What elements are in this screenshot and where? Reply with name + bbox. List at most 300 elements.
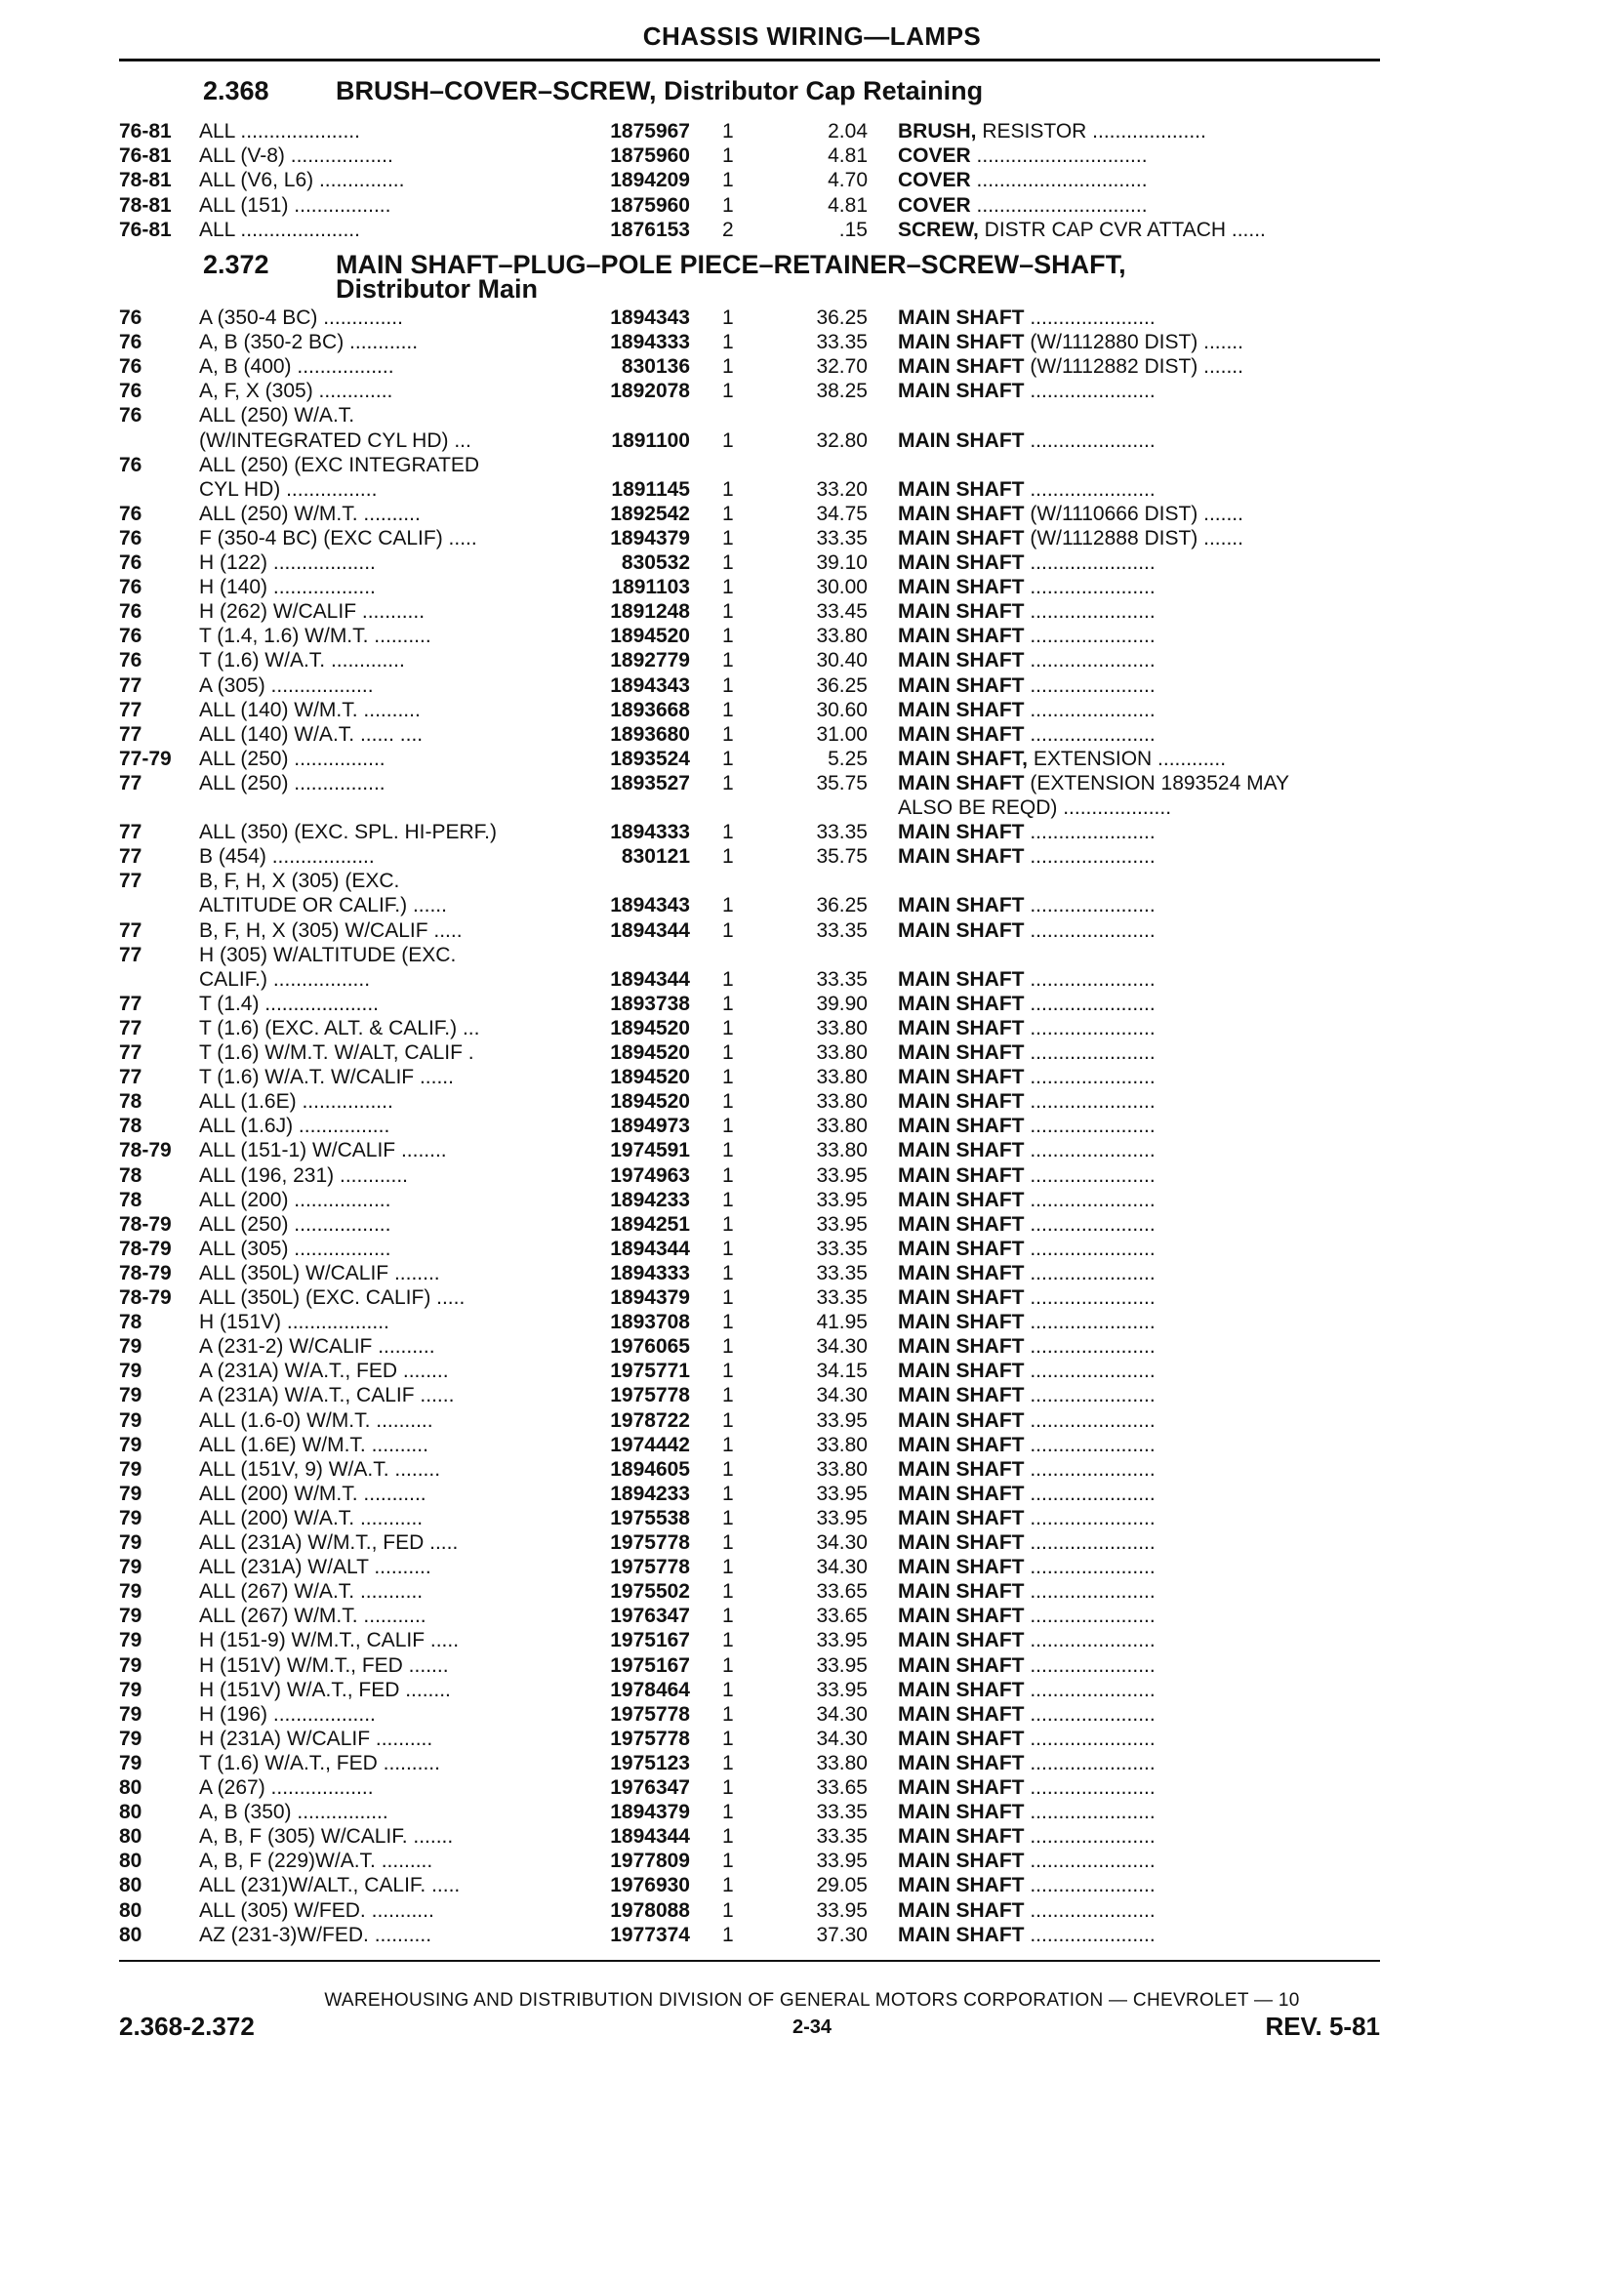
part-number: 1894333 — [610, 331, 690, 354]
list-item — [0, 820, 1624, 845]
list-item — [0, 119, 1624, 144]
model-year: 76-81 — [119, 218, 172, 241]
model-year: 79 — [119, 1629, 142, 1652]
price: 34.30 — [816, 1702, 868, 1726]
part-name-primary: MAIN SHAFT — [898, 1457, 1025, 1481]
list-item — [0, 1506, 1624, 1531]
part-name — [898, 218, 1380, 243]
application-desc: ALL (231A) W/ALT .......... — [199, 1556, 431, 1579]
part-name — [898, 330, 1380, 355]
part-name-detail: ALSO BE REQD) ................... — [898, 796, 1172, 819]
part-name — [898, 1530, 1380, 1556]
part-name-detail: DISTR CAP CVR ATTACH ...... — [978, 218, 1266, 241]
list-item — [0, 918, 1624, 944]
part-name — [898, 1873, 1380, 1898]
quantity: 1 — [722, 771, 734, 794]
part-name-primary: MAIN SHAFT — [898, 1408, 1025, 1432]
price: 2.04 — [828, 120, 868, 142]
part-name-detail: ...................... — [1024, 1286, 1156, 1309]
part-name-detail: RESISTOR .................... — [976, 120, 1206, 142]
part-name-detail: ...................... — [1024, 1016, 1156, 1039]
part-number: 1975167 — [610, 1629, 690, 1652]
price: 33.80 — [816, 1139, 868, 1162]
part-number: 1892078 — [610, 380, 690, 403]
part-name — [898, 624, 1380, 649]
part-name-detail: ...................... — [1024, 1066, 1156, 1089]
application-desc: ALL (350L) W/CALIF ........ — [199, 1261, 440, 1284]
part-name-detail: ...................... — [1024, 918, 1156, 942]
model-year: 79 — [119, 1531, 142, 1554]
part-number: 1976065 — [610, 1335, 690, 1359]
application-desc: ALL (200) ................. — [199, 1188, 391, 1211]
price: 33.95 — [816, 1163, 868, 1187]
part-name-primary: MAIN SHAFT — [898, 1360, 1025, 1383]
part-number: 1893680 — [610, 722, 690, 746]
list-item — [0, 1065, 1624, 1090]
quantity: 1 — [722, 1923, 734, 1946]
part-name-primary: MAIN SHAFT — [898, 1751, 1025, 1774]
part-name-detail: ...................... — [1024, 673, 1156, 697]
quantity: 1 — [722, 428, 734, 452]
model-year: 78-79 — [119, 1139, 172, 1162]
part-number: 1894520 — [610, 1041, 690, 1064]
price: 33.35 — [816, 526, 868, 550]
part-number: 1893708 — [610, 1311, 690, 1334]
list-item — [0, 1751, 1624, 1776]
price: 33.95 — [816, 1188, 868, 1211]
part-name-primary: MAIN SHAFT — [898, 1556, 1025, 1579]
price: 34.30 — [816, 1556, 868, 1579]
quantity: 1 — [722, 380, 734, 403]
list-item — [0, 1188, 1624, 1213]
list-item — [0, 453, 1624, 478]
part-name-primary: MAIN SHAFT — [898, 526, 1025, 550]
part-number: 1894520 — [610, 1066, 690, 1089]
part-name-detail: ...................... — [1024, 1408, 1156, 1432]
model-year: 79 — [119, 1506, 142, 1529]
model-year: 80 — [119, 1923, 142, 1946]
part-name-detail: ...................... — [1024, 576, 1156, 599]
part-number: 1894343 — [610, 894, 690, 917]
list-item — [0, 698, 1624, 723]
part-name-detail: ...................... — [1024, 1384, 1156, 1407]
model-year: 78 — [119, 1163, 142, 1187]
quantity: 1 — [722, 992, 734, 1015]
price: 33.80 — [816, 1457, 868, 1481]
part-number: 1976930 — [610, 1874, 690, 1897]
application-desc: A (231-2) W/CALIF .......... — [199, 1335, 435, 1359]
part-name — [898, 747, 1380, 772]
part-name — [898, 1138, 1380, 1163]
part-name-primary: MAIN SHAFT — [898, 1041, 1025, 1064]
application-desc: A, F, X (305) ............. — [199, 380, 393, 403]
part-name-detail: ...................... — [1024, 1678, 1156, 1701]
part-name-detail: ...................... — [1024, 1556, 1156, 1579]
list-item — [0, 1016, 1624, 1041]
list-item — [0, 305, 1624, 331]
price: 4.70 — [828, 169, 868, 192]
part-name — [898, 1310, 1380, 1335]
application-desc: ALL (305) ................. — [199, 1237, 391, 1260]
quantity: 1 — [722, 1311, 734, 1334]
part-name-primary: MAIN SHAFT — [898, 1923, 1025, 1946]
list-item — [0, 992, 1624, 1017]
quantity: 1 — [722, 1237, 734, 1260]
model-year: 77 — [119, 698, 142, 721]
quantity: 1 — [722, 355, 734, 379]
quantity: 1 — [722, 1041, 734, 1064]
part-number: 830532 — [621, 551, 690, 574]
list-item — [0, 1800, 1624, 1825]
part-name-detail: ...................... — [1024, 1825, 1156, 1849]
part-name — [898, 1727, 1380, 1752]
part-number: 1893527 — [610, 771, 690, 794]
part-name-primary: MAIN SHAFT — [898, 428, 1025, 452]
list-item — [0, 1849, 1624, 1874]
part-name — [898, 893, 1380, 918]
part-name-primary: MAIN SHAFT — [898, 1286, 1025, 1309]
price: 33.95 — [816, 1678, 868, 1701]
part-name — [898, 1237, 1380, 1262]
part-name-detail: ...................... — [1024, 845, 1156, 869]
list-item — [0, 550, 1624, 576]
price: 33.65 — [816, 1580, 868, 1604]
part-name — [898, 305, 1380, 331]
application-desc: ALTITUDE OR CALIF.) ...... — [199, 894, 447, 917]
part-name-detail: ...................... — [1024, 1482, 1156, 1505]
quantity: 1 — [722, 1384, 734, 1407]
model-year: 76 — [119, 649, 142, 672]
part-name-detail: ...................... — [1024, 1605, 1156, 1628]
part-name-detail: (W/1112882 DIST) ....... — [1024, 355, 1243, 379]
list-item — [0, 1898, 1624, 1924]
section-title: MAIN SHAFT–PLUG–POLE PIECE–RETAINER–SCREW–SHAFT, — [336, 250, 1126, 279]
model-year: 79 — [119, 1457, 142, 1481]
part-name — [898, 379, 1380, 404]
application-desc: T (1.6) W/A.T. ............. — [199, 649, 405, 672]
part-name — [898, 193, 1380, 219]
model-year: 76 — [119, 380, 142, 403]
price: 30.60 — [816, 698, 868, 721]
list-item — [0, 143, 1624, 169]
quantity: 1 — [722, 845, 734, 869]
part-name-detail: (EXTENSION 1893524 MAY — [1024, 771, 1290, 794]
list-item — [0, 379, 1624, 404]
price: 33.80 — [816, 625, 868, 648]
price: 5.25 — [828, 747, 868, 770]
part-number: 1978722 — [610, 1408, 690, 1432]
application-desc: H (151V) W/M.T., FED ....... — [199, 1653, 449, 1677]
part-name-detail: ...................... — [1024, 1702, 1156, 1726]
part-number: 1894333 — [610, 1261, 690, 1284]
price: 29.05 — [816, 1874, 868, 1897]
section-title: BRUSH–COVER–SCREW, Distributor Cap Retaining — [336, 76, 984, 105]
part-name-detail: .............................. — [970, 193, 1148, 217]
part-name — [898, 844, 1380, 870]
part-name-detail: ...................... — [1024, 1850, 1156, 1873]
part-name-detail: ...................... — [1024, 1776, 1156, 1799]
part-number: 1892542 — [610, 502, 690, 525]
model-year: 78-79 — [119, 1212, 172, 1236]
quantity: 1 — [722, 1090, 734, 1114]
part-name-primary: MAIN SHAFT — [898, 1850, 1025, 1873]
part-name — [898, 918, 1380, 944]
part-name-detail: ...................... — [1024, 625, 1156, 648]
list-item — [0, 1261, 1624, 1286]
quantity: 1 — [722, 1702, 734, 1726]
application-desc: ALL (250) W/M.T. .......... — [199, 502, 421, 525]
part-number: 1894379 — [610, 526, 690, 550]
part-name-detail: ...................... — [1024, 698, 1156, 721]
quantity: 1 — [722, 698, 734, 721]
quantity: 1 — [722, 1850, 734, 1873]
price: 33.35 — [816, 918, 868, 942]
model-year: 78-79 — [119, 1261, 172, 1284]
quantity: 1 — [722, 331, 734, 354]
part-name — [898, 1114, 1380, 1139]
part-name — [898, 477, 1380, 503]
quantity: 1 — [722, 625, 734, 648]
application-desc: H (151V) .................. — [199, 1311, 389, 1334]
part-number: 1978464 — [610, 1678, 690, 1701]
part-number: 1894379 — [610, 1286, 690, 1309]
quantity: 1 — [722, 1874, 734, 1897]
quantity: 1 — [722, 1212, 734, 1236]
part-name-detail: ...................... — [1024, 1163, 1156, 1187]
quantity: 1 — [722, 1457, 734, 1481]
application-desc: A, B (350-2 BC) ............ — [199, 331, 419, 354]
price: 38.25 — [816, 380, 868, 403]
part-name-detail: (W/1112880 DIST) ....... — [1024, 331, 1243, 354]
part-name-primary: MAIN SHAFT — [898, 1090, 1025, 1114]
part-number: 830136 — [621, 355, 690, 379]
price: 33.80 — [816, 1066, 868, 1089]
part-name-detail: ...................... — [1024, 992, 1156, 1015]
price: 37.30 — [816, 1923, 868, 1946]
quantity: 1 — [722, 1556, 734, 1579]
price: 33.80 — [816, 1016, 868, 1039]
quantity: 1 — [722, 1653, 734, 1677]
model-year: 79 — [119, 1727, 142, 1750]
part-name-primary: MAIN SHAFT — [898, 1212, 1025, 1236]
part-name-detail: ...................... — [1024, 551, 1156, 574]
part-number: 1894344 — [610, 1237, 690, 1260]
model-year: 76 — [119, 526, 142, 550]
list-item — [0, 1359, 1624, 1384]
model-year: 80 — [119, 1776, 142, 1799]
list-item — [0, 1579, 1624, 1605]
part-name-primary: MAIN SHAFT — [898, 1261, 1025, 1284]
list-item — [0, 1775, 1624, 1801]
part-name-detail: ...................... — [1024, 1457, 1156, 1481]
page-title: CHASSIS WIRING—LAMPS — [642, 21, 982, 51]
part-name — [898, 1065, 1380, 1090]
quantity: 1 — [722, 1115, 734, 1138]
part-name-primary: MAIN SHAFT — [898, 551, 1025, 574]
application-desc: B, F, H, X (305) W/CALIF ..... — [199, 918, 463, 942]
price: 33.95 — [816, 1482, 868, 1505]
part-name-primary: MAIN SHAFT — [898, 600, 1025, 624]
model-year: 76 — [119, 404, 142, 428]
application-desc: F (350-4 BC) (EXC CALIF) ..... — [199, 526, 477, 550]
quantity: 1 — [722, 1727, 734, 1750]
part-name-detail: ...................... — [1024, 722, 1156, 746]
part-name-primary: MAIN SHAFT — [898, 1506, 1025, 1529]
part-name-detail: .............................. — [970, 144, 1148, 168]
price: 33.35 — [816, 967, 868, 991]
price: 30.40 — [816, 649, 868, 672]
model-year: 76 — [119, 502, 142, 525]
price: 4.81 — [828, 144, 868, 168]
quantity: 1 — [722, 821, 734, 844]
application-desc: ALL (267) W/A.T. ........... — [199, 1580, 424, 1604]
part-name — [898, 967, 1380, 993]
part-name — [898, 1653, 1380, 1679]
list-item — [0, 218, 1624, 243]
part-name — [898, 1555, 1380, 1580]
part-name — [898, 1628, 1380, 1653]
model-year: 80 — [119, 1850, 142, 1873]
part-name-detail: ...................... — [1024, 1090, 1156, 1114]
part-name-primary: MAIN SHAFT — [898, 992, 1025, 1015]
price: 33.35 — [816, 1825, 868, 1849]
list-item — [0, 354, 1624, 380]
model-year: 78-79 — [119, 1237, 172, 1260]
part-name-primary: MAIN SHAFT — [898, 918, 1025, 942]
list-item — [0, 502, 1624, 527]
part-name-primary: MAIN SHAFT — [898, 1825, 1025, 1849]
model-year: 76 — [119, 625, 142, 648]
part-name — [898, 502, 1380, 527]
list-item — [0, 747, 1624, 772]
quantity: 1 — [722, 1335, 734, 1359]
part-number: 1893738 — [610, 992, 690, 1015]
model-year: 77 — [119, 821, 142, 844]
application-desc: A, B, F (305) W/CALIF. ....... — [199, 1825, 454, 1849]
application-desc: ALL (1.6-0) W/M.T. .......... — [199, 1408, 433, 1432]
list-item — [0, 1040, 1624, 1066]
quantity: 1 — [722, 1139, 734, 1162]
price: 34.30 — [816, 1384, 868, 1407]
model-year: 79 — [119, 1751, 142, 1774]
price: 33.95 — [816, 1212, 868, 1236]
part-name — [898, 771, 1380, 796]
quantity: 1 — [722, 1898, 734, 1922]
list-item — [0, 1604, 1624, 1629]
part-name-primary: MAIN SHAFT, — [898, 747, 1028, 770]
price: 35.75 — [816, 845, 868, 869]
quantity: 1 — [722, 673, 734, 697]
price: 33.80 — [816, 1041, 868, 1064]
price: 34.15 — [816, 1360, 868, 1383]
quantity: 1 — [722, 918, 734, 942]
model-year: 77 — [119, 1066, 142, 1089]
model-year: 79 — [119, 1702, 142, 1726]
quantity: 1 — [722, 600, 734, 624]
application-desc: ALL (350L) (EXC. CALIF) ..... — [199, 1286, 466, 1309]
quantity: 1 — [722, 1506, 734, 1529]
part-name-detail: ...................... — [1024, 821, 1156, 844]
part-name-detail: ...................... — [1024, 1874, 1156, 1897]
quantity: 1 — [722, 1163, 734, 1187]
part-name-primary: MAIN SHAFT — [898, 380, 1025, 403]
part-name-primary: MAIN SHAFT — [898, 1066, 1025, 1089]
part-number: 1891145 — [611, 477, 690, 501]
list-item — [0, 477, 1624, 503]
list-item — [0, 1482, 1624, 1507]
model-year: 79 — [119, 1556, 142, 1579]
part-name-detail: ...................... — [1024, 967, 1156, 991]
part-name-primary: MAIN SHAFT — [898, 1727, 1025, 1750]
list-item — [0, 648, 1624, 673]
application-desc: H (231A) W/CALIF .......... — [199, 1727, 433, 1750]
part-name — [898, 1775, 1380, 1801]
list-item — [0, 1408, 1624, 1434]
application-desc: CYL HD) ................ — [199, 477, 378, 501]
part-name-primary: MAIN SHAFT — [898, 1605, 1025, 1628]
part-name — [898, 1089, 1380, 1115]
quantity: 1 — [722, 169, 734, 192]
part-name-primary: MAIN SHAFT — [898, 1384, 1025, 1407]
part-name-detail: ...................... — [1024, 1727, 1156, 1750]
part-name-detail: ...................... — [1024, 1898, 1156, 1922]
part-name — [898, 1334, 1380, 1360]
application-desc: H (305) W/ALTITUDE (EXC. — [199, 943, 457, 966]
price: 4.81 — [828, 193, 868, 217]
part-name — [898, 698, 1380, 723]
part-number: 1976347 — [610, 1776, 690, 1799]
list-item — [0, 1285, 1624, 1311]
part-number: 1894233 — [610, 1482, 690, 1505]
part-name — [898, 1408, 1380, 1434]
price: 33.95 — [816, 1653, 868, 1677]
list-item — [0, 599, 1624, 625]
part-name-detail: ...................... — [1024, 306, 1156, 329]
model-year: 77 — [119, 918, 142, 942]
list-item — [0, 795, 1624, 821]
application-desc: ALL (1.6E) ................ — [199, 1090, 393, 1114]
part-name-primary: MAIN SHAFT — [898, 821, 1025, 844]
part-number: 1976347 — [610, 1605, 690, 1628]
application-desc: T (1.6) W/A.T., FED .......... — [199, 1751, 440, 1774]
price: 33.65 — [816, 1776, 868, 1799]
model-year: 76 — [119, 600, 142, 624]
quantity: 1 — [722, 120, 734, 142]
model-year: 78 — [119, 1311, 142, 1334]
part-number: 1876153 — [610, 218, 690, 241]
part-number: 1894233 — [610, 1188, 690, 1211]
model-year: 76-81 — [119, 144, 172, 168]
price: 39.10 — [816, 551, 868, 574]
model-year: 77 — [119, 771, 142, 794]
model-year: 77 — [119, 722, 142, 746]
application-desc: A (231A) W/A.T., CALIF ...... — [199, 1384, 455, 1407]
quantity: 1 — [722, 1531, 734, 1554]
list-item — [0, 1212, 1624, 1238]
quantity: 1 — [722, 477, 734, 501]
part-name-primary: MAIN SHAFT — [898, 1874, 1025, 1897]
section-number: 2.372 — [203, 250, 269, 279]
part-name-primary: MAIN SHAFT — [898, 673, 1025, 697]
quantity: 1 — [722, 894, 734, 917]
part-name-detail: ...................... — [1024, 477, 1156, 501]
model-year: 79 — [119, 1580, 142, 1604]
model-year: 79 — [119, 1433, 142, 1456]
part-number: 1975167 — [610, 1653, 690, 1677]
quantity: 1 — [722, 722, 734, 746]
list-item — [0, 771, 1624, 796]
part-name — [898, 1898, 1380, 1924]
